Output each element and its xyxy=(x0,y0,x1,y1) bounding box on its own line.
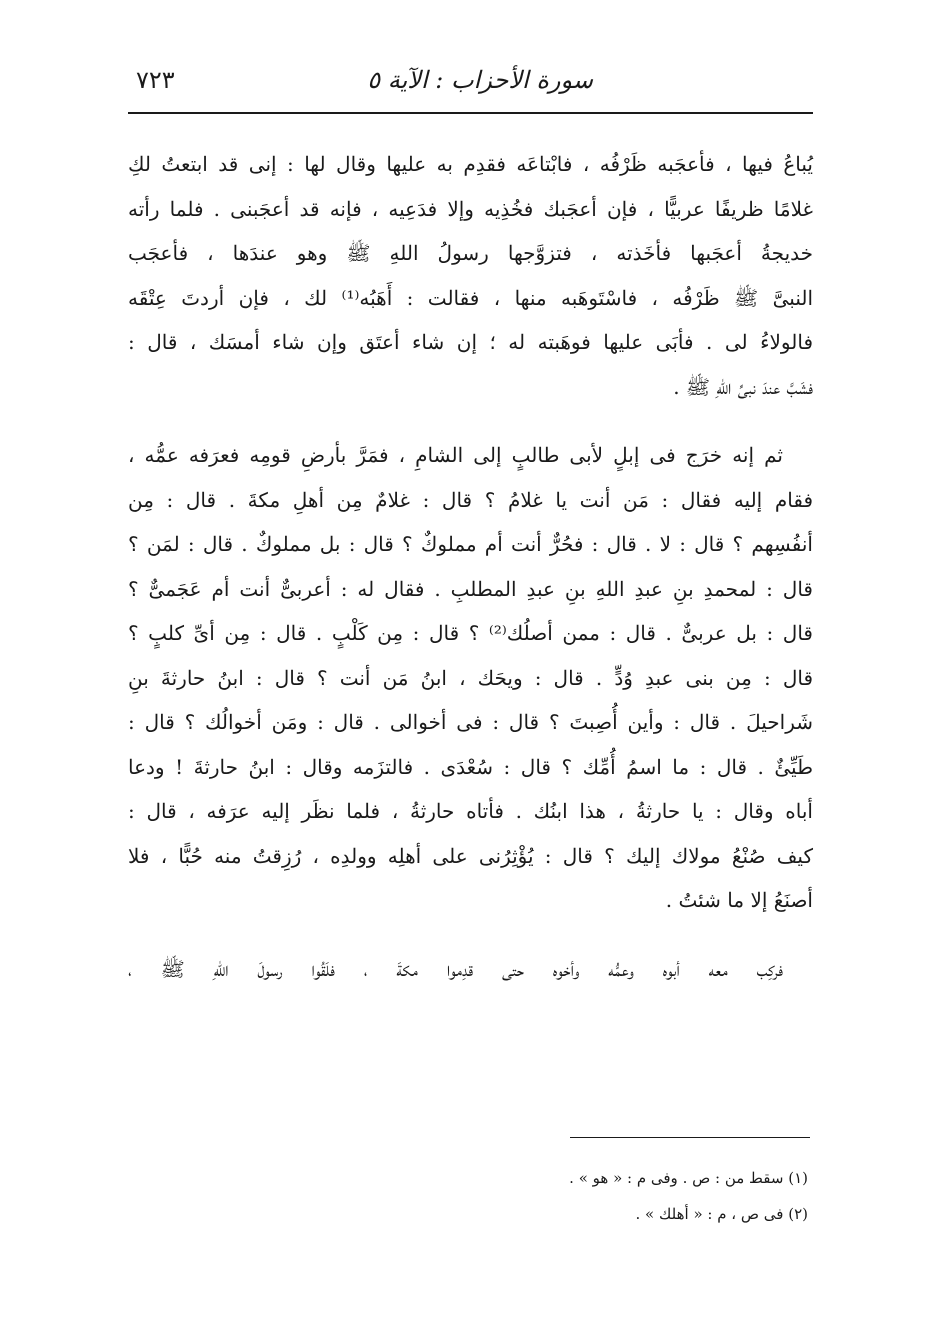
footnote-rule xyxy=(570,1137,810,1138)
text-line: كيف صُنْعُ مولاك إليك ؟ قال : يُؤْثِرُنى على أهلِه وولدِه ، رُزِقتُ منه حُبًّا ، فلا xyxy=(128,843,813,868)
text-line: قال : لمحمدِ بنِ عبدِ اللهِ بنِ عبدِ المطلبِ . فقال له : أعربىٌّ أنت أم عَجَمىٌّ ؟ xyxy=(128,576,813,601)
header-rule xyxy=(128,112,813,114)
paragraph-gap xyxy=(128,923,813,947)
paragraph-2 xyxy=(128,433,813,923)
text-line: يُباعُ فيها ، فأعجَبه ظَرْفُه ، فابْتاعَه فقدِم به عليها وقال لها : إنى قد ابتعتُ لكِ xyxy=(128,152,813,176)
text-line: فركِب معه أبوه وعمُّه وأخوه حتى قدِموا مكةَ ، فلَقُوا رسولَ اللهِ ﷺ ، xyxy=(128,956,783,981)
page-header xyxy=(128,60,813,110)
text-line: فالولاءُ لى . فأبَى عليها فوهَبته له ؛ إن شاء أعتَق وإن شاء أمسَك ، قال : xyxy=(128,330,813,354)
text-line: غلامًا ظريفًا عربيًّا ، فإن أعجَبك فخُذِيه وإلا فدَعِيه ، فإنه قد أعجَبنى . فلما رأته xyxy=(128,196,813,221)
footnotes xyxy=(128,1160,808,1232)
text-line: أنفُسِهم ؟ قال : لا . قال : فحُرٌّ أنت أم مملوكٌ ؟ قال : بل مملوكٌ . قال : لمَن ؟ xyxy=(128,532,813,556)
text-line: فقام إليه فقال : مَن أنت يا غلامُ ؟ قال : غلامٌ مِن أهلِ مكةَ . قال : مِن xyxy=(128,487,813,512)
paragraph-1 xyxy=(128,142,813,409)
footnote-2: (٢) فى ص ، م : « أهلك » . xyxy=(635,1205,808,1223)
page-number: ٧٢٣ xyxy=(136,66,175,94)
text-line: شَراحيلَ . قال : وأين أُصِبتَ ؟ قال : فى أخوالى . قال : ومَن أخوالُك ؟ قال : xyxy=(128,710,813,734)
text-line: خديجةُ أعجَبها فأخَذته ، فتزوَّجها رسولُ اللهِ ﷺ وهو عندَها ، فأعجَب xyxy=(128,241,813,265)
running-title: سورة الأحزاب : الآية ٥ xyxy=(367,66,593,94)
text-line: قال : بل عربىٌّ . قال : ممن أصلُك⁽²⁾ ؟ قال : مِن كَلْبٍ . قال : مِن أىِّ كلبٍ ؟ xyxy=(128,621,813,645)
text-line: أباه وقال : يا حارثةُ ، هذا ابنُك . فأتاه حارثةُ ، فلما نظَر إليه عرَفه ، قال : xyxy=(128,799,813,823)
text-line: أصنَعُ إلا ما شئتُ . xyxy=(665,888,813,912)
text-line: النبىَّ ﷺ ظَرْفُه ، فاسْتَوهَبه منها ، فقالت : أَهَبُه⁽¹⁾ لك ، فإن أردتَ عِتْقَه xyxy=(128,285,814,310)
text-line: قال : مِن بنى عبدِ وُدٍّ . قال : ويحَك ، ابنُ مَن أنت ؟ قال : ابنُ حارثةَ بنِ xyxy=(128,665,813,690)
main-text xyxy=(128,142,813,991)
text-line: فشَبَّ عندَ نبىِّ اللهِ ﷺ . xyxy=(673,374,813,399)
paragraph-3 xyxy=(128,947,813,992)
paragraph-gap xyxy=(128,409,813,433)
footnote-1: (١) سقط من : ص . وفى م : « هو » . xyxy=(569,1169,808,1187)
text-line: طَيِّئٌ . قال : ما اسمُ أُمِّك ؟ قال : سُعْدَى . فالتزَمه وقال : ابنُ حارثةَ ! ودعا xyxy=(128,754,813,779)
text-line: ثم إنه خرَج فى إبلٍ لأبى طالبٍ إلى الشامِ ، فمَرَّ بأرضِ قومِه فعرَفه عمُّه ، xyxy=(128,443,783,467)
